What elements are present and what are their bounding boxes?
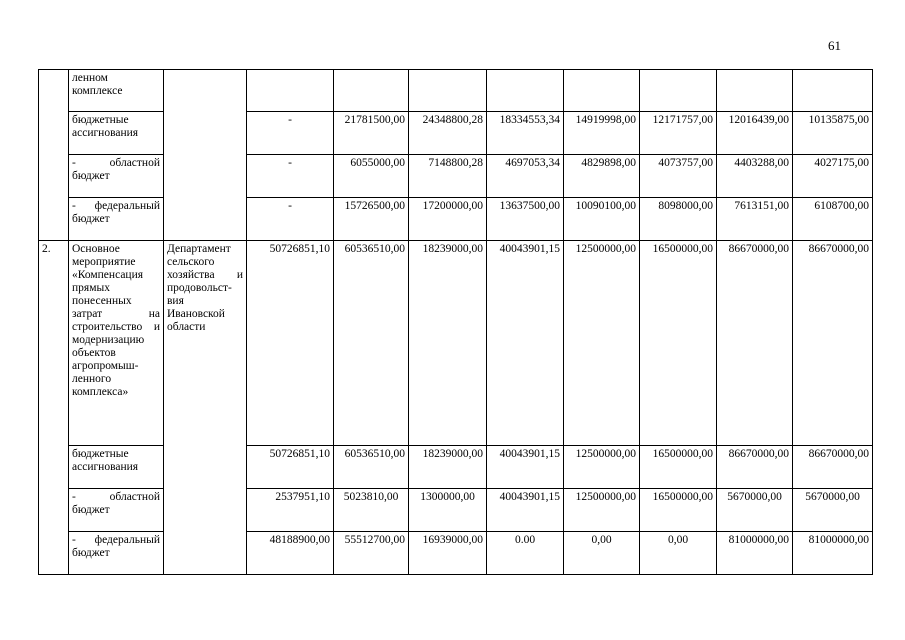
row-number	[39, 70, 69, 241]
row-value: 86670000,00	[717, 241, 793, 446]
row-value: 12500000,00	[564, 489, 640, 532]
row-value: 81000000,00	[793, 532, 873, 575]
row-value: 10135875,00	[793, 112, 873, 155]
row-value: 18239000,00	[409, 241, 487, 446]
row-executor	[164, 70, 247, 241]
row-value: 6108700,00	[793, 198, 873, 241]
row-name: - областной бюджет	[69, 489, 164, 532]
row-value: 1300000,00	[409, 489, 487, 532]
row-number: 2.	[39, 241, 69, 575]
row-name: - федеральный бюджет	[69, 532, 164, 575]
row-value	[409, 70, 487, 112]
row-value: 16939000,00	[409, 532, 487, 575]
row-value: 18239000,00	[409, 446, 487, 489]
row-name: бюджетные ассигнования	[69, 112, 164, 155]
row-value: 40043901,15	[487, 489, 564, 532]
row-value: 12500000,00	[564, 241, 640, 446]
row-value	[717, 70, 793, 112]
row-value: 86670000,00	[793, 446, 873, 489]
row-value: 7613151,00	[717, 198, 793, 241]
row-value: 18334553,34	[487, 112, 564, 155]
row-value	[564, 70, 640, 112]
row-value: 8098000,00	[640, 198, 717, 241]
row-value: 0.00	[487, 532, 564, 575]
row-value: 60536510,00	[334, 446, 409, 489]
row-value: 12500000,00	[564, 446, 640, 489]
row-value: 14919998,00	[564, 112, 640, 155]
row-value	[487, 70, 564, 112]
row-value	[247, 70, 334, 112]
row-value: -	[247, 155, 334, 198]
row-value: -	[247, 112, 334, 155]
row-value: 5670000,00	[793, 489, 873, 532]
row-value: 21781500,00	[334, 112, 409, 155]
row-value	[640, 70, 717, 112]
row-value: 16500000,00	[640, 241, 717, 446]
row-value: 12171757,00	[640, 112, 717, 155]
row-value: 0,00	[640, 532, 717, 575]
row-value: 40043901,15	[487, 446, 564, 489]
row-value: 50726851,10	[247, 446, 334, 489]
row-value: 81000000,00	[717, 532, 793, 575]
row-value: 48188900,00	[247, 532, 334, 575]
row-name: ленном комплексе	[69, 70, 164, 112]
row-value: 5670000,00	[717, 489, 793, 532]
page-number: 61	[828, 38, 841, 53]
budget-table	[38, 69, 873, 575]
row-value	[793, 70, 873, 112]
row-value: 12016439,00	[717, 112, 793, 155]
row-name: бюджетные ассигнования	[69, 446, 164, 489]
row-name: - федеральный бюджет	[69, 198, 164, 241]
table-row	[39, 241, 873, 446]
row-value: 86670000,00	[793, 241, 873, 446]
row-value: 4829898,00	[564, 155, 640, 198]
row-value: 2537951,10	[247, 489, 334, 532]
row-value: 50726851,10	[247, 241, 334, 446]
row-value: 40043901,15	[487, 241, 564, 446]
row-value: 6055000,00	[334, 155, 409, 198]
row-value: 4027175,00	[793, 155, 873, 198]
row-value: 17200000,00	[409, 198, 487, 241]
row-value: 7148800,28	[409, 155, 487, 198]
row-value: -	[247, 198, 334, 241]
row-value: 24348800,28	[409, 112, 487, 155]
row-value: 55512700,00	[334, 532, 409, 575]
row-value: 10090100,00	[564, 198, 640, 241]
row-value: 60536510,00	[334, 241, 409, 446]
row-name: - областной бюджет	[69, 155, 164, 198]
row-value: 4697053,34	[487, 155, 564, 198]
row-value: 5023810,00	[334, 489, 409, 532]
row-value: 13637500,00	[487, 198, 564, 241]
row-value: 0,00	[564, 532, 640, 575]
row-name: Основное мероприятие «Компенсация прямых понесенных затрат на строительство и модернизацию объектов агропромыш-ленного комплекса»	[69, 241, 164, 446]
row-value: 4073757,00	[640, 155, 717, 198]
row-value: 4403288,00	[717, 155, 793, 198]
table-row	[39, 70, 873, 112]
row-value	[334, 70, 409, 112]
row-executor: Департамент сельского хозяйства и продовольст-вия Ивановской области	[164, 241, 247, 575]
row-value: 86670000,00	[717, 446, 793, 489]
row-value: 16500000,00	[640, 446, 717, 489]
row-value: 16500000,00	[640, 489, 717, 532]
row-value: 15726500,00	[334, 198, 409, 241]
